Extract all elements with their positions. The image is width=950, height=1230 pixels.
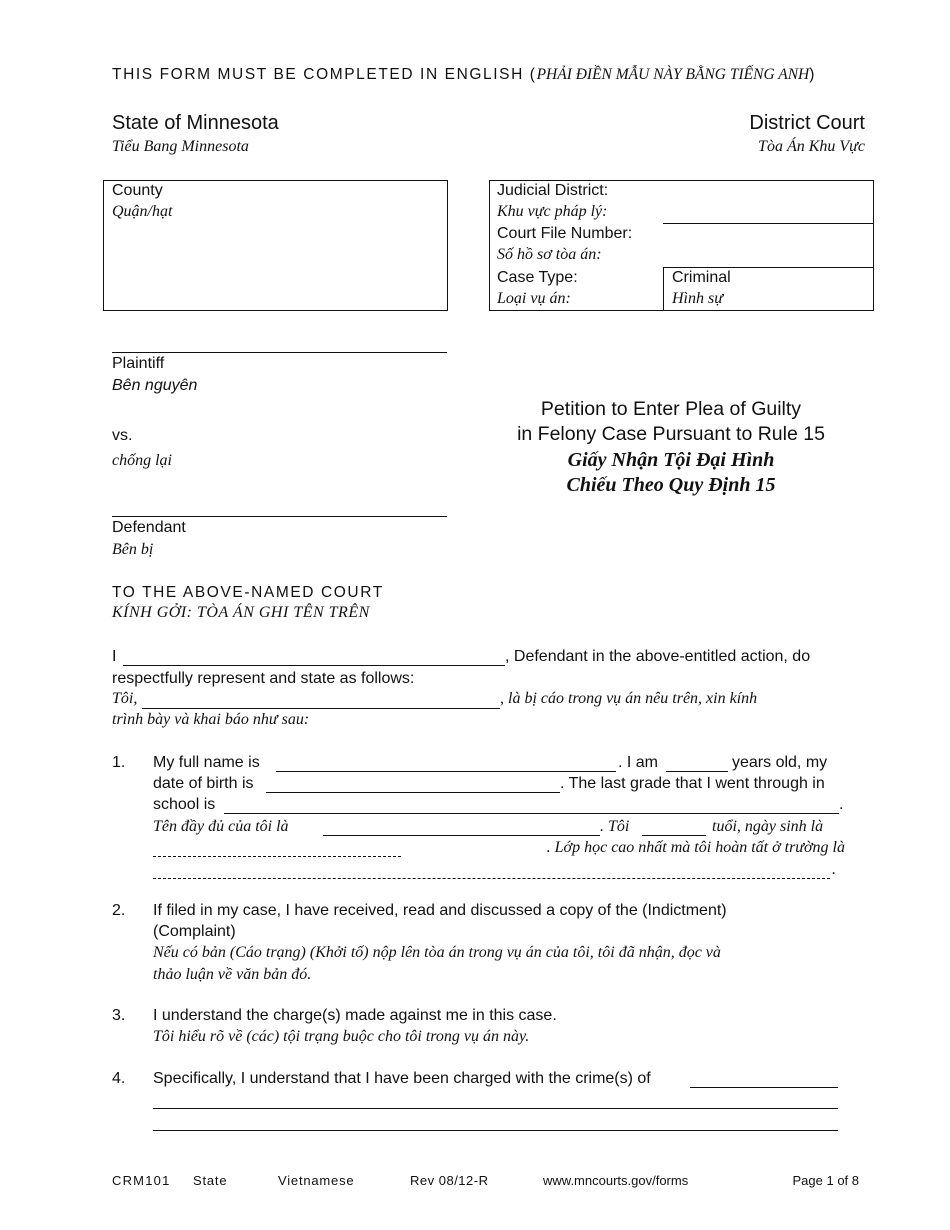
item1-vi-period: .: [832, 861, 836, 878]
last-grade-field-vi[interactable]: [153, 878, 830, 879]
item3-number: 3.: [112, 1007, 126, 1024]
full-name-field[interactable]: [276, 771, 616, 772]
footer-revision: Rev 08/12-R: [410, 1173, 489, 1188]
item1-text-e: . The last grade that I went through in: [560, 775, 825, 792]
court-address: TO THE ABOVE-NAMED COURT: [112, 584, 384, 601]
state-heading-vi: Tiểu Bang Minnesota: [112, 138, 249, 155]
notice-vietnamese: PHẢI ĐIỀN MẪU NÀY BẰNG TIẾNG ANH: [536, 66, 810, 83]
judicial-district-field[interactable]: [663, 223, 874, 224]
defendant-name-field-vi[interactable]: [142, 708, 500, 709]
case-type-value-vi: Hình sự: [672, 290, 723, 307]
plaintiff-label: Plaintiff: [112, 355, 165, 372]
court-file-number-field[interactable]: [663, 267, 874, 268]
plaintiff-label-vi: Bên nguyên: [112, 377, 198, 394]
judicial-district-label: Judicial District:: [497, 182, 609, 199]
intro-toi: Tôi,: [112, 690, 138, 707]
date-of-birth-field-vi[interactable]: [153, 856, 401, 857]
form-title-line2: in Felony Case Pursuant to Rule 15: [517, 423, 825, 445]
county-label: County: [112, 182, 163, 199]
form-title-line1: Petition to Enter Plea of Guilty: [540, 398, 802, 420]
intro-rest2: respectfully represent and state as follows:: [112, 670, 415, 687]
defendant-name-field[interactable]: [123, 665, 505, 666]
defendant-label: Defendant: [112, 519, 186, 536]
defendant-label-vi: Bên bị: [112, 541, 154, 558]
case-type-divider: [663, 267, 664, 311]
item1-vi-c: tuổi, ngày sinh là: [712, 818, 824, 835]
vs-label-vi: chống lại: [112, 452, 172, 469]
item1-vi-d: . Lớp học cao nhất mà tôi hoàn tất ở trường là: [546, 839, 845, 856]
item1-vi-b: . Tôi: [600, 818, 630, 835]
item2-vi-a: Nếu có bản (Cáo trạng) (Khởi tố) nộp lên tòa án trong vụ án của tôi, tôi đã nhận, đọc và: [153, 944, 721, 961]
court-heading-vi: Tòa Án Khu Vực: [758, 138, 865, 155]
item2-vi-b: thảo luận về văn bản đó.: [153, 966, 312, 983]
item1-text-b: . I am: [618, 754, 659, 771]
court-file-number-label-vi: Số hồ sơ tòa án:: [497, 246, 602, 263]
item2-text-a: If filed in my case, I have received, read and discussed a copy of the (Indictment): [153, 902, 727, 919]
intro-rest1: , Defendant in the above-entitled action, do: [505, 648, 811, 665]
age-field-vi[interactable]: [642, 835, 706, 836]
item4-text: Specifically, I understand that I have been charged with the crime(s) of: [153, 1070, 651, 1087]
form-title-line1-vi: Giấy Nhận Tội Đại Hình: [567, 449, 775, 471]
court-file-number-label: Court File Number:: [497, 225, 633, 242]
item3-vi: Tôi hiểu rõ về (các) tội trạng buộc cho tôi trong vụ án này.: [153, 1028, 530, 1045]
state-heading: State of Minnesota: [112, 112, 279, 134]
last-grade-field[interactable]: [224, 813, 839, 814]
item1-period: .: [839, 796, 844, 813]
full-name-field-vi[interactable]: [323, 835, 600, 836]
case-type-label-vi: Loại vụ án:: [497, 290, 571, 307]
vs-label: vs.: [112, 427, 133, 444]
case-type-value: Criminal: [672, 269, 731, 286]
form-title-line2-vi: Chiếu Theo Quy Định 15: [566, 474, 776, 496]
item1-text-f: school is: [153, 796, 216, 813]
defendant-field[interactable]: [112, 516, 447, 517]
county-label-vi: Quận/hạt: [112, 203, 173, 220]
intro-vi-rest2: trình bày và khai báo như sau:: [112, 711, 310, 728]
court-address-vi: KÍNH GỞI: TÒA ÁN GHI TÊN TRÊN: [112, 604, 370, 621]
item1-text-c: years old, my: [732, 754, 828, 771]
plaintiff-field[interactable]: [112, 352, 447, 353]
age-field[interactable]: [666, 771, 728, 772]
item3-text: I understand the charge(s) made against me in this case.: [153, 1007, 557, 1024]
crimes-field-3[interactable]: [153, 1130, 838, 1131]
item1-text-a: My full name is: [153, 754, 260, 771]
footer-language: Vietnamese: [278, 1173, 355, 1188]
case-type-label: Case Type:: [497, 269, 578, 286]
crimes-field-1[interactable]: [690, 1087, 838, 1088]
notice-english: THIS FORM MUST BE COMPLETED IN ENGLISH (: [112, 66, 537, 83]
item2-text-b: (Complaint): [153, 923, 236, 940]
crimes-field-2[interactable]: [153, 1108, 838, 1109]
footer-url[interactable]: www.mncourts.gov/forms: [543, 1173, 689, 1188]
footer-state: State: [193, 1173, 228, 1188]
intro-i: I: [112, 648, 117, 665]
intro-vi-rest1: , là bị cáo trong vụ án nêu trên, xin kính: [500, 690, 758, 707]
item4-number: 4.: [112, 1070, 126, 1087]
item1-text-d: date of birth is: [153, 775, 254, 792]
item1-number: 1.: [112, 754, 126, 771]
court-heading: District Court: [749, 112, 865, 134]
footer-form-id: CRM101: [112, 1173, 171, 1188]
date-of-birth-field[interactable]: [266, 792, 560, 793]
language-notice: THIS FORM MUST BE COMPLETED IN ENGLISH (PHẢI ĐIỀN MẪU NÀY BẰNG TIẾNG ANH): [112, 66, 817, 83]
judicial-district-label-vi: Khu vực pháp lý:: [497, 203, 608, 220]
footer-page-number: Page 1 of 8: [792, 1173, 859, 1188]
item1-vi-a: Tên đầy đủ của tôi là: [153, 818, 289, 835]
item2-number: 2.: [112, 902, 126, 919]
